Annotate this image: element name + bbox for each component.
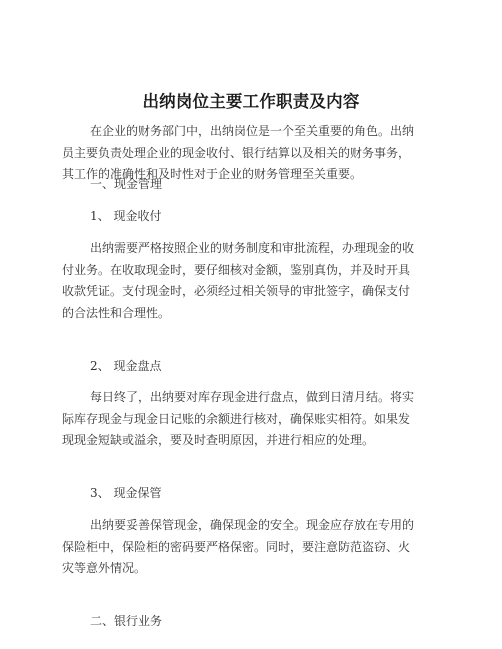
subsection-heading-cash-count: 2、 现金盘点	[90, 359, 162, 373]
intro-paragraph: 在企业的财务部门中，出纳岗位是一个至关重要的角色。出纳员主要负责处理企业的现金收付、银行结算以及相关的财务事务，其工作的准确性和及时性对于企业的财务管理至关重要。	[62, 124, 415, 181]
cash-receipt-payment-paragraph: 出纳需要严格按照企业的财务制度和审批流程，办理现金的收付业务。在收取现金时，要仔细核对金额，鉴别真伪，并及时开具收款凭证。支付现金时，必须经过相关领导的审批签字，确保支付的合法性和合理性。	[62, 241, 415, 320]
section-heading-cash-management: 一、现金管理	[90, 177, 163, 191]
subsection-heading-cash-custody: 3、 现金保管	[90, 486, 162, 500]
cash-count-paragraph: 每日终了，出纳要对库存现金进行盘点，做到日清月结。将实际库存现金与现金日记账的余额进行核对，确保账实相符。如果发现现金短缺或溢余，要及时查明原因，并进行相应的处理。	[62, 390, 415, 447]
subsection-heading-cash-receipt-payment: 1、 现金收付	[90, 209, 162, 223]
document-title: 出纳岗位主要工作职责及内容	[142, 92, 360, 111]
section-heading-bank-business: 二、银行业务	[90, 614, 163, 628]
cash-custody-paragraph: 出纳要妥善保管现金，确保现金的安全。现金应存放在专用的保险柜中，保险柜的密码要严格保密。同时，要注意防范盗窃、火灾等意外情况。	[62, 518, 415, 575]
